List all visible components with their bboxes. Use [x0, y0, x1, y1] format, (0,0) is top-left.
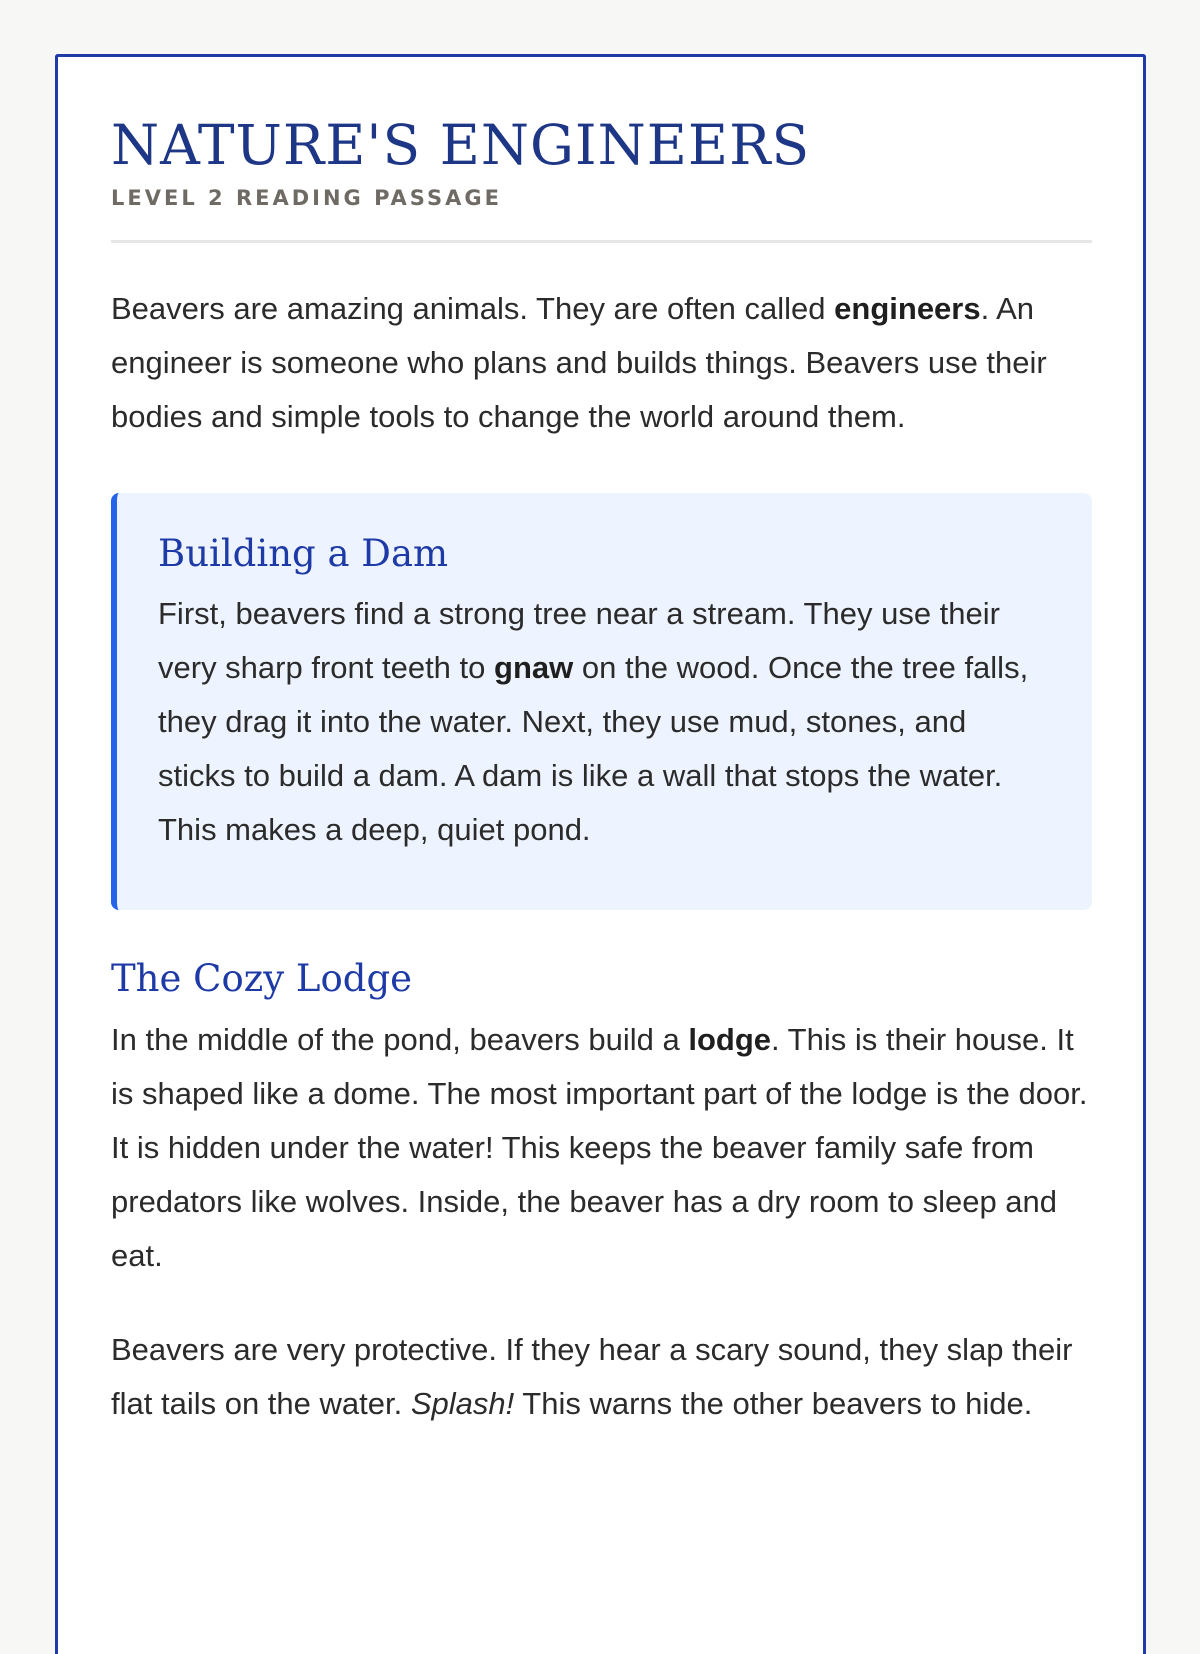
dam-callout: [111, 493, 1092, 910]
protective-paragraph: [111, 1323, 1092, 1431]
dam-heading: Building a Dam: [158, 532, 449, 575]
page-title: NATURE'S ENGINEERS: [111, 113, 811, 177]
intro-text-end: . An engineer is someone who plans and builds things. Beavers use their bodies and simple tools to change the world around them.: [111, 291, 1047, 434]
intro-text-start: Beavers are amazing animals. They are often called: [111, 291, 835, 326]
protective-text-start: Beavers are very protective. If they hear a scary sound, they slap their flat tails on the water.: [111, 1332, 1073, 1421]
dam-text-start: First, beavers find a strong tree near a stream. They use their very sharp front teeth to: [158, 596, 1000, 685]
header-divider: [111, 240, 1092, 243]
lodge-heading: The Cozy Lodge: [111, 957, 413, 1000]
intro-keyword: engineers: [834, 291, 981, 326]
lodge-keyword: lodge: [688, 1022, 772, 1057]
passage-content: [111, 113, 1092, 1431]
protective-emphasis: Splash!: [410, 1386, 515, 1421]
lodge-paragraph: [111, 1013, 1092, 1283]
dam-text-end: on the wood. Once the tree falls, they drag it into the water. Next, they use mud, stones, and sticks to build a dam. A dam is like a wall that stops the water. This makes a deep, quiet pond.: [158, 650, 1029, 847]
dam-keyword: gnaw: [494, 650, 574, 685]
passage-card: [55, 54, 1146, 1654]
intro-paragraph: [111, 282, 1092, 444]
dam-paragraph: [158, 587, 1052, 857]
lodge-text-end: . This is their house. It is shaped like a dome. The most important part of the lodge is the door. It is hidden under the water! This keeps the beaver family safe from predators like wolves. Inside, the beaver has a dry room to sleep and eat.: [111, 1022, 1088, 1273]
lodge-text-start: In the middle of the pond, beavers build a: [111, 1022, 689, 1057]
page-subtitle: LEVEL 2 READING PASSAGE: [111, 186, 502, 210]
protective-text-end: This warns the other beavers to hide.: [514, 1386, 1033, 1421]
